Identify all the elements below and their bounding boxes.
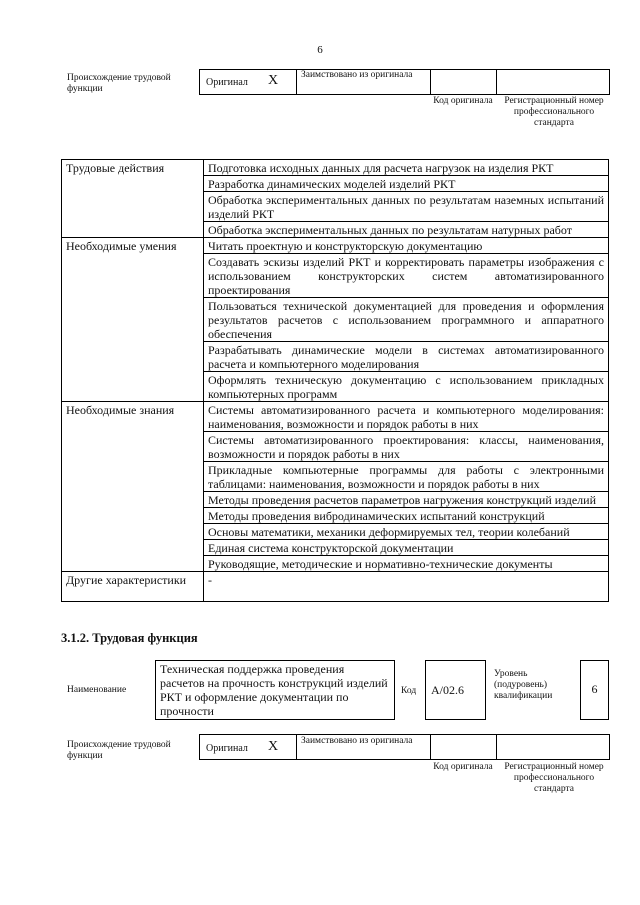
table-cell: Единая система конструкторской документации bbox=[204, 540, 609, 556]
page-number: 6 bbox=[317, 44, 323, 56]
table-row bbox=[62, 540, 609, 556]
table-cell: - bbox=[204, 572, 609, 602]
borrowed-label: Заимствовано из оригинала bbox=[301, 736, 413, 746]
row-group-label bbox=[62, 524, 204, 540]
table-row bbox=[62, 556, 609, 572]
row-group-label bbox=[62, 222, 204, 238]
table-cell: Методы проведения расчетов параметров нагружения конструкций изделий bbox=[204, 492, 609, 508]
table-cell: Разработка динамических моделей изделий РКТ bbox=[204, 176, 609, 192]
table-row bbox=[62, 432, 609, 462]
code-caption: Код оригинала bbox=[433, 96, 493, 106]
name-value: Техническая поддержка проведения расчетов на прочность конструкций изделий РКТ и оформление документации по прочности bbox=[160, 662, 388, 718]
table-row bbox=[62, 254, 609, 298]
table-row bbox=[62, 176, 609, 192]
row-group-label bbox=[62, 540, 204, 556]
row-group-label bbox=[62, 342, 204, 372]
table-cell: Системы автоматизированного расчета и компьютерного моделирования: наименования, возможности и порядок работы в них bbox=[204, 402, 609, 432]
row-group-label: Необходимые знания bbox=[62, 402, 204, 432]
table-cell: Пользоваться технической документацией для проведения и оформления результатов расчетов с использованием программного и аппаратного обеспечения bbox=[204, 298, 609, 342]
row-group-label: Необходимые умения bbox=[62, 238, 204, 254]
borrowed-label: Заимствовано из оригинала bbox=[301, 70, 413, 80]
table-cell: Руководящие, методические и нормативно-технические документы bbox=[204, 556, 609, 572]
row-group-label bbox=[62, 372, 204, 402]
code-value: А/02.6 bbox=[431, 683, 464, 697]
table-cell: Оформлять техническую документацию с использованием прикладных компьютерных программ bbox=[204, 372, 609, 402]
original-mark: X bbox=[268, 739, 279, 754]
code-caption: Код оригинала bbox=[433, 762, 493, 772]
name-label: Наименование bbox=[67, 685, 127, 695]
table-row bbox=[62, 524, 609, 540]
table-cell: Системы автоматизированного проектирования: классы, наименования, возможности и порядок работы в них bbox=[204, 432, 609, 462]
row-group-label bbox=[62, 462, 204, 492]
row-group-label bbox=[62, 508, 204, 524]
original-label: Оригинал bbox=[206, 743, 248, 754]
row-group-label bbox=[62, 556, 204, 572]
table-cell: Обработка экспериментальных данных по результатам натурных работ bbox=[204, 222, 609, 238]
origin-label: Происхождение трудовой функции bbox=[67, 73, 171, 94]
section-title: 3.1.2. Трудовая функция bbox=[61, 631, 198, 645]
table-cell: Обработка экспериментальных данных по результатам наземных испытаний изделий РКТ bbox=[204, 192, 609, 222]
table-cell: Разрабатывать динамические модели в системах автоматизированного расчета и компьютерного моделирования bbox=[204, 342, 609, 372]
reg-caption: Регистрационный номер профессионального стандарта bbox=[504, 762, 604, 794]
labor-function-table bbox=[61, 159, 609, 602]
table-cell: Основы математики, механики деформируемых тел, теории колебаний bbox=[204, 524, 609, 540]
row-group-label bbox=[62, 432, 204, 462]
table-row bbox=[62, 342, 609, 372]
table-row bbox=[62, 572, 609, 602]
table-cell: Прикладные компьютерные программы для работы с электронными таблицами: наименования, возможности и порядок работы в них bbox=[204, 462, 609, 492]
reg-caption: Регистрационный номер профессионального стандарта bbox=[504, 96, 604, 128]
row-group-label bbox=[62, 192, 204, 222]
original-label: Оригинал bbox=[206, 77, 248, 88]
table-row bbox=[62, 492, 609, 508]
table-row bbox=[62, 508, 609, 524]
row-group-label bbox=[62, 254, 204, 298]
table-row bbox=[62, 192, 609, 222]
row-group-label: Другие характеристики bbox=[62, 572, 204, 602]
table-cell: Подготовка исходных данных для расчета нагрузок на изделия РКТ bbox=[204, 160, 609, 176]
table-cell: Методы проведения вибродинамических испытаний конструкций bbox=[204, 508, 609, 524]
row-group-label bbox=[62, 492, 204, 508]
level-label: Уровень (подуровень) квалификации bbox=[494, 669, 553, 701]
table-row bbox=[62, 402, 609, 432]
table-row bbox=[62, 372, 609, 402]
table-row bbox=[62, 222, 609, 238]
table-cell: Читать проектную и конструкторскую документацию bbox=[204, 238, 609, 254]
table-cell: Создавать эскизы изделий РКТ и корректировать параметры изображения с использованием конструкторских систем автоматизированного проектирования bbox=[204, 254, 609, 298]
original-mark: X bbox=[268, 73, 279, 88]
row-group-label: Трудовые действия bbox=[62, 160, 204, 176]
table-row bbox=[62, 238, 609, 254]
level-value: 6 bbox=[591, 682, 598, 696]
origin-label: Происхождение трудовой функции bbox=[67, 740, 171, 761]
table-row bbox=[62, 462, 609, 492]
row-group-label bbox=[62, 176, 204, 192]
table-row bbox=[62, 298, 609, 342]
row-group-label bbox=[62, 298, 204, 342]
code-label: Код bbox=[401, 686, 417, 696]
table-row bbox=[62, 160, 609, 176]
